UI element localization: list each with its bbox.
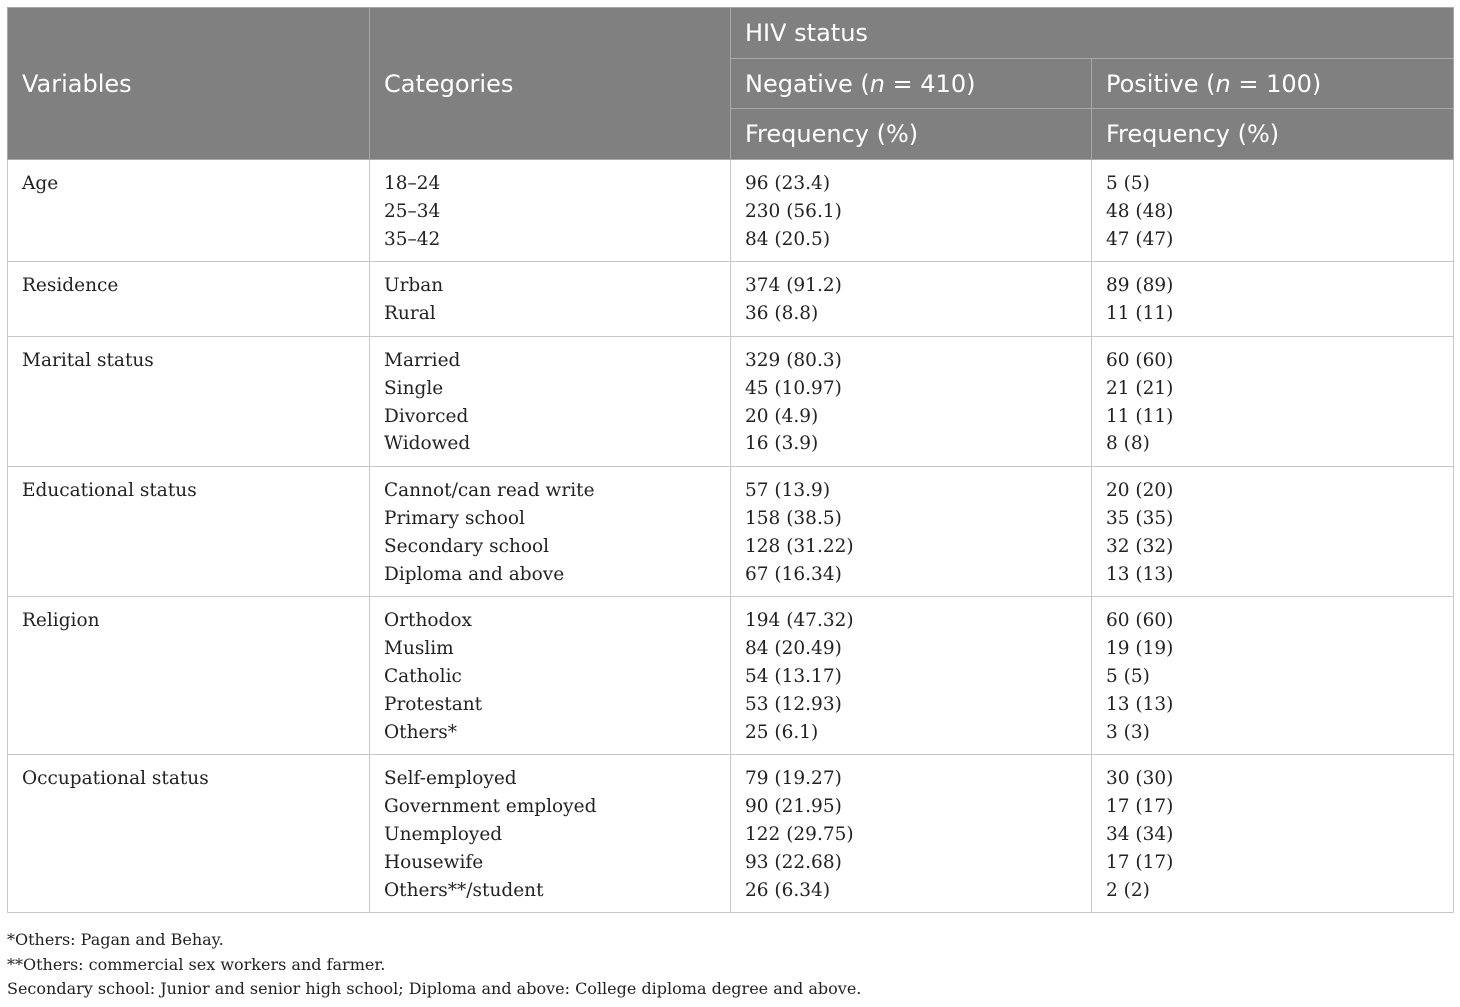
table-row bbox=[8, 160, 1454, 262]
positive-value: 8 (8) bbox=[1106, 433, 1150, 455]
category-item: Married bbox=[384, 349, 461, 371]
positive-frequency-cell bbox=[1092, 755, 1454, 913]
positive-value: 60 (60) bbox=[1106, 610, 1174, 632]
negative-frequency-cell bbox=[731, 336, 1092, 466]
header-negative-post: = 410) bbox=[884, 69, 976, 98]
negative-value: 16 (3.9) bbox=[745, 433, 819, 455]
variable-cell bbox=[8, 262, 370, 337]
negative-value: 84 (20.5) bbox=[745, 228, 831, 250]
negative-value: 25 (6.1) bbox=[745, 721, 819, 743]
variable-cell bbox=[8, 160, 370, 262]
category-item: Catholic bbox=[384, 665, 462, 687]
negative-value: 36 (8.8) bbox=[745, 303, 819, 325]
header-positive bbox=[1092, 59, 1454, 109]
table-body bbox=[8, 160, 1454, 913]
positive-value: 47 (47) bbox=[1106, 228, 1174, 250]
category-item: Self-employed bbox=[384, 768, 517, 790]
positive-value: 11 (11) bbox=[1106, 405, 1174, 427]
category-item: Protestant bbox=[384, 693, 483, 715]
negative-frequency-cell bbox=[731, 467, 1092, 597]
table-container bbox=[7, 7, 1453, 913]
positive-value: 35 (35) bbox=[1106, 507, 1174, 529]
category-item: Housewife bbox=[384, 851, 484, 873]
negative-value: 54 (13.17) bbox=[745, 665, 842, 687]
category-item: 25–34 bbox=[384, 200, 441, 222]
negative-value: 67 (16.34) bbox=[745, 563, 842, 585]
category-cell bbox=[370, 160, 731, 262]
category-item: Cannot/can read write bbox=[384, 480, 595, 502]
positive-value: 5 (5) bbox=[1106, 665, 1150, 687]
positive-frequency-cell bbox=[1092, 336, 1454, 466]
negative-value: 230 (56.1) bbox=[745, 200, 842, 222]
positive-value: 34 (34) bbox=[1106, 823, 1174, 845]
hiv-status-table bbox=[7, 7, 1454, 913]
category-item: Primary school bbox=[384, 507, 525, 529]
variable-label: Marital status bbox=[22, 349, 154, 371]
category-item: Divorced bbox=[384, 405, 469, 427]
positive-value: 5 (5) bbox=[1106, 173, 1150, 194]
category-cell bbox=[370, 262, 731, 337]
negative-value: 90 (21.95) bbox=[745, 796, 842, 818]
variable-label: Age bbox=[22, 173, 59, 194]
positive-value: 11 (11) bbox=[1106, 303, 1174, 325]
table-row bbox=[8, 755, 1454, 913]
table-row bbox=[8, 262, 1454, 337]
header-negative-n: n bbox=[869, 69, 885, 98]
category-item: Orthodox bbox=[384, 610, 472, 632]
negative-value: 45 (10.97) bbox=[745, 377, 842, 399]
negative-value: 57 (13.9) bbox=[745, 480, 831, 502]
positive-value: 30 (30) bbox=[1106, 768, 1174, 790]
negative-value: 329 (80.3) bbox=[745, 349, 842, 371]
positive-value: 48 (48) bbox=[1106, 200, 1174, 222]
variable-cell bbox=[8, 755, 370, 913]
variable-label: Educational status bbox=[22, 480, 197, 502]
negative-value: 79 (19.27) bbox=[745, 768, 842, 790]
positive-value: 21 (21) bbox=[1106, 377, 1174, 399]
category-item: Others* bbox=[384, 721, 458, 743]
negative-value: 84 (20.49) bbox=[745, 638, 842, 660]
header-hiv-status: HIV status bbox=[731, 8, 1454, 59]
category-item: Widowed bbox=[384, 433, 471, 455]
variable-cell bbox=[8, 597, 370, 755]
footnote: Secondary school: Junior and senior high school; Diploma and above: College diploma degree and above. bbox=[7, 979, 862, 998]
negative-frequency-cell bbox=[731, 755, 1092, 913]
header-negative-frequency: Frequency (%) bbox=[731, 109, 1092, 160]
header-negative bbox=[731, 59, 1092, 109]
positive-value: 89 (89) bbox=[1106, 275, 1174, 297]
category-item: 35–42 bbox=[384, 228, 441, 250]
negative-value: 96 (23.4) bbox=[745, 173, 831, 194]
table-row bbox=[8, 336, 1454, 466]
negative-value: 128 (31.22) bbox=[745, 535, 854, 557]
positive-value: 17 (17) bbox=[1106, 851, 1174, 873]
positive-frequency-cell bbox=[1092, 262, 1454, 337]
positive-value: 32 (32) bbox=[1106, 535, 1174, 557]
header-categories: Categories bbox=[370, 8, 731, 160]
header-variables: Variables bbox=[8, 8, 370, 160]
header-positive-frequency: Frequency (%) bbox=[1092, 109, 1454, 160]
negative-value: 194 (47.32) bbox=[745, 610, 854, 632]
negative-frequency-cell bbox=[731, 160, 1092, 262]
positive-value: 17 (17) bbox=[1106, 796, 1174, 818]
negative-frequency-cell bbox=[731, 262, 1092, 337]
category-item: 18–24 bbox=[384, 173, 441, 194]
positive-value: 13 (13) bbox=[1106, 563, 1174, 585]
header-positive-n: n bbox=[1215, 69, 1231, 98]
category-item: Single bbox=[384, 377, 444, 399]
category-item: Unemployed bbox=[384, 823, 503, 845]
variable-label: Residence bbox=[22, 275, 119, 297]
category-cell bbox=[370, 336, 731, 466]
positive-value: 3 (3) bbox=[1106, 721, 1150, 743]
category-item: Rural bbox=[384, 303, 436, 325]
category-item: Others**/student bbox=[384, 879, 544, 901]
negative-value: 53 (12.93) bbox=[745, 693, 842, 715]
variable-label: Occupational status bbox=[22, 768, 209, 790]
header-positive-post: = 100) bbox=[1230, 69, 1322, 98]
table-row bbox=[8, 597, 1454, 755]
footnote: *Others: Pagan and Behay. bbox=[7, 930, 224, 949]
category-item: Urban bbox=[384, 275, 444, 297]
category-item: Government employed bbox=[384, 796, 597, 818]
table-header bbox=[8, 8, 1454, 160]
table-row bbox=[8, 467, 1454, 597]
category-item: Secondary school bbox=[384, 535, 550, 557]
variable-label: Religion bbox=[22, 610, 100, 632]
variable-cell bbox=[8, 336, 370, 466]
positive-frequency-cell bbox=[1092, 597, 1454, 755]
footnote: **Others: commercial sex workers and farmer. bbox=[7, 954, 386, 974]
positive-value: 19 (19) bbox=[1106, 638, 1174, 660]
category-item: Muslim bbox=[384, 638, 454, 660]
negative-value: 122 (29.75) bbox=[745, 823, 854, 845]
category-cell bbox=[370, 467, 731, 597]
positive-frequency-cell bbox=[1092, 467, 1454, 597]
category-cell bbox=[370, 597, 731, 755]
variable-cell bbox=[8, 467, 370, 597]
negative-value: 158 (38.5) bbox=[745, 507, 842, 529]
positive-value: 60 (60) bbox=[1106, 349, 1174, 371]
category-item: Diploma and above bbox=[384, 563, 565, 585]
positive-value: 2 (2) bbox=[1106, 879, 1150, 901]
negative-value: 93 (22.68) bbox=[745, 851, 842, 873]
negative-frequency-cell bbox=[731, 597, 1092, 755]
header-negative-pre: Negative ( bbox=[745, 69, 870, 98]
positive-value: 20 (20) bbox=[1106, 480, 1174, 502]
footnotes bbox=[7, 928, 861, 1002]
positive-frequency-cell bbox=[1092, 160, 1454, 262]
negative-value: 26 (6.34) bbox=[745, 879, 831, 901]
negative-value: 20 (4.9) bbox=[745, 405, 819, 427]
header-positive-pre: Positive ( bbox=[1106, 69, 1216, 98]
positive-value: 13 (13) bbox=[1106, 693, 1174, 715]
negative-value: 374 (91.2) bbox=[745, 275, 842, 297]
category-cell bbox=[370, 755, 731, 913]
